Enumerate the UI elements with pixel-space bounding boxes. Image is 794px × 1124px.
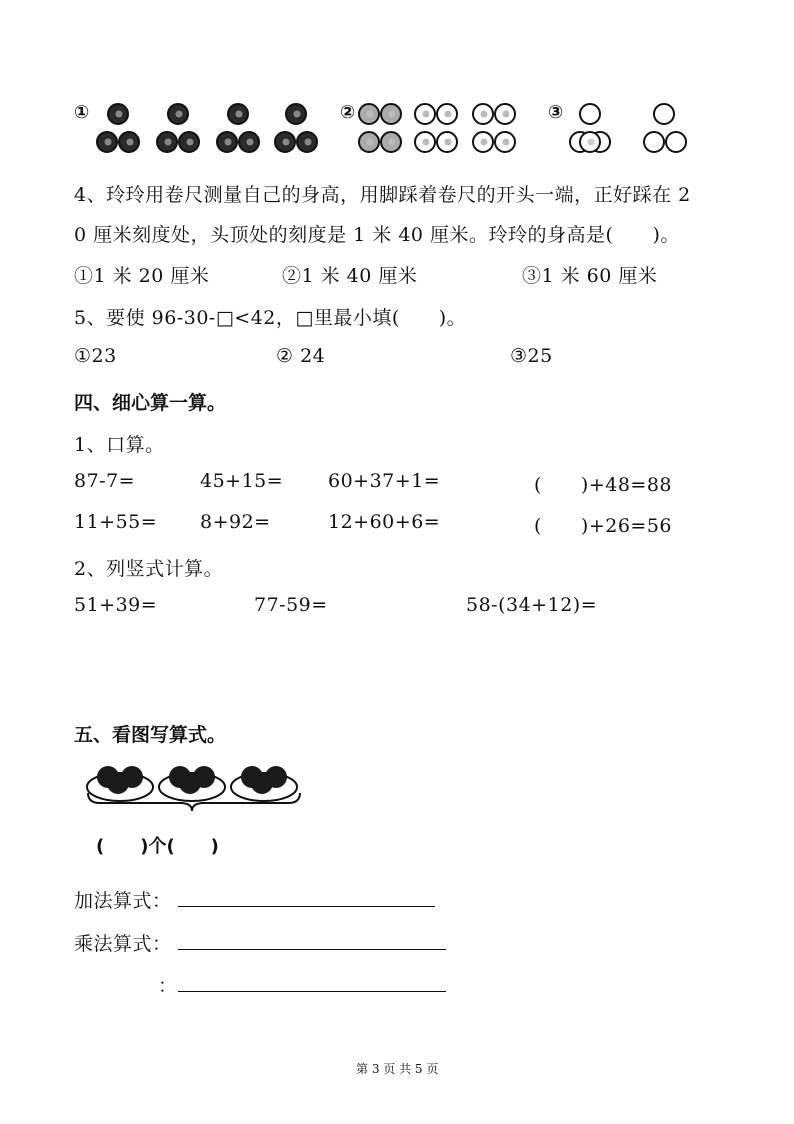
apple-graphic (251, 772, 273, 794)
oral-calc-item: 8+92= (200, 511, 271, 533)
figure-circle-mark (283, 139, 290, 146)
figure-label-1: ① (74, 102, 90, 123)
figure-circle-mark (305, 139, 312, 146)
oral-calc-item: 87-7= (74, 470, 136, 492)
figure-circle-mark (236, 111, 243, 118)
figure-circle-mark (445, 139, 452, 146)
figure-circle-mark (116, 111, 123, 118)
third-label: ： (158, 975, 178, 997)
page-footer: 第 3 页 共 5 页 (356, 1062, 439, 1076)
figure-label-2: ② (340, 102, 356, 123)
figure-circle (654, 104, 674, 124)
apple-graphic (179, 772, 201, 794)
figure-circle-mark (187, 139, 194, 146)
figure-circle-mark (225, 139, 232, 146)
figure-circle-mark (247, 139, 254, 146)
figure-circle-mark (503, 111, 510, 118)
figure-circle-mark (423, 111, 430, 118)
figure-circle-mark (389, 111, 396, 118)
q5-option-1: ①23 (74, 345, 117, 367)
q5-option-3: ③25 (510, 345, 553, 367)
figure-circle-mark (423, 139, 430, 146)
figure-circle-mark (367, 111, 374, 118)
figure-circle-mark (165, 139, 172, 146)
figure-circle-mark (481, 139, 488, 146)
question-5-text: 5、要使 96-30-□<42，□里最小填( )。 (74, 307, 467, 329)
q4-option-2: ②1 米 40 厘米 (282, 265, 418, 287)
figure-circle-mark (445, 111, 452, 118)
figure-label-3: ③ (548, 102, 564, 123)
multiplication-answer-line (178, 949, 446, 950)
addition-answer-line (178, 906, 435, 907)
oral-calc-item: 45+15= (200, 470, 284, 492)
section-4-title: 四、细心算一算。 (74, 392, 227, 414)
vertical-calc-item: 77-59= (254, 594, 328, 616)
figure-circle-mark (481, 111, 488, 118)
figure-circle-mark (588, 139, 595, 146)
oral-calc-item: 11+55= (74, 511, 158, 533)
vertical-calc-item: 58-(34+12)= (466, 594, 598, 616)
q4-option-1: ①1 米 20 厘米 (74, 265, 210, 287)
figure-circle (666, 132, 686, 152)
figure-circle-mark (294, 111, 301, 118)
oral-calc-item: ( )+26=56 (534, 515, 673, 537)
vertical-calc-item: 51+39= (74, 594, 158, 616)
q4-option-3: ③1 米 60 厘米 (522, 265, 658, 287)
oral-calc-item: ( )+48=88 (534, 474, 673, 496)
brace-caption: ( )个( ) (96, 836, 219, 857)
oral-calc-item: 12+60+6= (328, 511, 441, 533)
third-answer-line (178, 991, 446, 992)
circle-figures-graphic (0, 0, 794, 170)
oral-calc-heading: 1、口算。 (74, 434, 165, 456)
figure-circle-mark (176, 111, 183, 118)
question-4-line-1: 4、玲玲用卷尺测量自己的身高，用脚踩着卷尺的开头一端，正好踩在 2 (74, 184, 691, 206)
figure-circle-mark (389, 139, 396, 146)
apple-graphic (107, 772, 129, 794)
addition-label: 加法算式： (74, 890, 172, 912)
multiplication-label: 乘法算式： (74, 933, 172, 955)
figure-circle-mark (105, 139, 112, 146)
vertical-calc-heading: 2、列竖式计算。 (74, 558, 224, 580)
figure-circle-mark (127, 139, 134, 146)
oral-calc-item: 60+37+1= (328, 470, 441, 492)
section-5-title: 五、看图写算式。 (74, 724, 227, 746)
figure-circle-mark (367, 139, 374, 146)
figure-circle (580, 104, 600, 124)
q5-option-2: ② 24 (276, 345, 326, 367)
figure-circle (644, 132, 664, 152)
figure-circle-mark (503, 139, 510, 146)
question-4-line-2: 0 厘米刻度处，头顶处的刻度是 1 米 40 厘米。玲玲的身高是( )。 (74, 224, 680, 246)
